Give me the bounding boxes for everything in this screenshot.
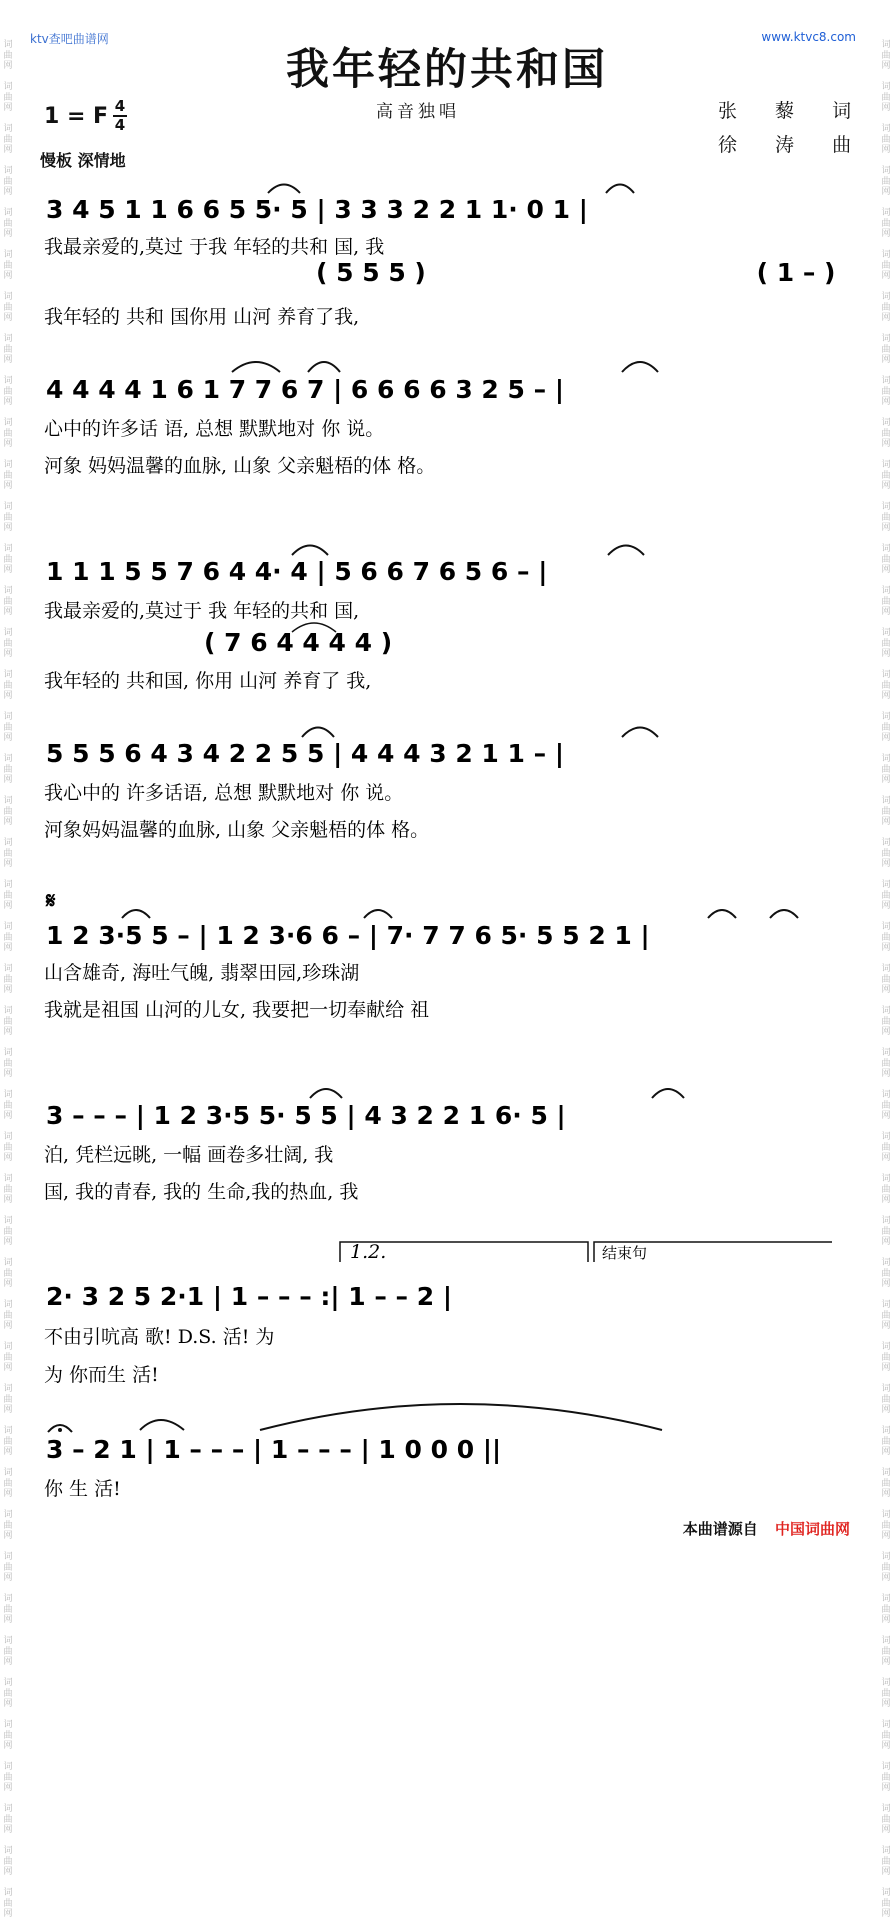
tie-5a [122,910,150,918]
tie-8a [140,1420,184,1430]
notes-line-4: 5 5 5 6 4 3 4 2 2 5 5 | 4 4 4 3 2 1 1 – | [46,739,564,768]
song-title: 我年轻的共和国 [286,45,608,95]
system-3 [44,546,644,693]
lyrics-2a: 心中的许多话 语, 总想 默默地对 你 说。 [44,418,385,440]
song-subtitle: 高音独唱 [376,102,460,122]
system-4 [44,728,658,842]
footer-source [683,1518,850,1539]
notes-line-5: 1 2 3·5 5 – | 1 2 3·6 6 – | 7· 7 7 6 5· 5 5 2 1 | [46,921,650,950]
tie-6a [310,1089,342,1098]
time-signature [112,98,128,134]
lyrics-1b: 我年轻的 共和 国你用 山河 养育了我, [44,306,360,328]
segno-sign: 𝄋 [46,889,56,914]
composer-credit: 徐 涛 曲 [718,134,868,156]
lyrics-2b: 河象 妈妈温馨的血脉, 山象 父亲魁梧的体 格。 [44,455,436,477]
lyrics-4a: 我心中的 许多话语, 总想 默默地对 你 说。 [44,782,404,804]
system-1 [44,185,835,329]
key-signature: 1 = F [44,104,109,129]
fermata-dot [58,1428,62,1432]
watermark-right: 词 曲 网 词 曲 网 词 曲 网 词 曲 网 词 曲 网 词 曲 网 词 曲 网 词 曲 网 词 曲 网 词 曲 网 词 曲 网 词 曲 网 词 曲 网 词 曲 网 词 曲 网 词 曲 网 词 曲 网 词 曲 网 词 曲 网 词 曲 网 词 曲 网 词 曲 网 词 曲 网 词 曲 网 词 曲 网 词 曲 网 词 曲 网 词 曲 网 词 曲 网 词 曲 网 词 曲 网 词 曲 网 词 曲 网 词 曲 网 词 曲 网 词 曲 网 词 曲 网 词 曲 网 词 曲 网 词 曲 网 词 曲 网 词 曲 网 词 曲 网 词 曲 网 词 曲 网 [881,40,891,1919]
tempo-marking: 慢板 深情地 [40,151,126,170]
lyrics-1a: 我最亲爱的,莫过 于我 年轻的共和 国, 我 [44,236,385,258]
footer-source-site[interactable]: 中国词曲网 [774,1520,850,1538]
notes-line-8: 3 – 2 1 | 1 – – – | 1 – – – | 1 0 0 0 || [46,1435,502,1464]
tie-5b [364,910,392,918]
lyrics-4b: 河象妈妈温馨的血脉, 山象 父亲魁梧的体 格。 [44,819,430,841]
notes-line-1: 3 4 5 1 1 6 6 5 5· 5 | 3 3 3 2 2 1 1· 0 1 | [46,195,588,224]
tie-3a [292,546,328,556]
lyrics-7b: 为 你而生 活! [44,1364,159,1386]
echo-1: ( 5 5 5 ) ( 1 – ) [316,258,836,287]
system-6 [44,1089,684,1203]
volta-2-label: 结束句 [602,1244,648,1262]
system-5 [44,889,798,1021]
system-2 [44,362,658,477]
lyrics-5b: 我就是祖国 山河的儿女, 我要把一切奉献给 祖 [44,999,430,1021]
tie-2b [308,362,340,372]
notes-line-2: 4 4 4 4 1 6 1 7 7 6 7 | 6 6 6 6 3 2 5 – | [46,375,564,404]
tie-6b [652,1089,684,1098]
tie-3b [608,546,644,556]
tie-2a [232,362,280,372]
footer-source-label: 本曲谱源自 [682,1520,758,1538]
system-8 [44,1404,662,1500]
notes-line-6: 3 – – – | 1 2 3·5 5· 5 5 | 4 3 2 2 1 6· 5 | [46,1101,566,1130]
volta-2-bracket [594,1242,832,1262]
notes-line-3: 1 1 1 5 5 7 6 4 4· 4 | 5 6 6 7 6 5 6 – | [46,557,548,586]
lyricist-credit: 张 藜 词 [718,100,868,122]
lyrics-3a: 我最亲爱的,莫过于 我 年轻的共和 国, [44,600,360,622]
lyrics-3b: 我年轻的 共和国, 你用 山河 养育了 我, [44,670,372,692]
site-label-left[interactable]: ktv查吧曲谱网 [30,32,109,46]
tie-5d [770,910,798,918]
notes-line-7: 2· 3 2 5 2·1 | 1 – – – :| 1 – – 2 | [46,1282,452,1311]
tie-8-long [260,1404,662,1430]
tie-5c [708,910,736,918]
time-bottom: 4 [114,116,126,134]
tie-1a [268,185,300,194]
lyrics-5a: 山含雄奇, 海吐气魄, 翡翠田园,珍珠湖 [44,962,360,984]
volta-1-label: 1.2. [350,1241,387,1263]
lyrics-6b: 国, 我的青春, 我的 生命,我的热血, 我 [44,1181,359,1203]
tie-4b [622,728,658,738]
site-url-right[interactable]: www.ktvc8.com [761,30,856,44]
tie-1b [606,185,634,194]
system-7 [44,1241,832,1386]
lyrics-7a: 不由引吭高 歌! D.S. 活! 为 [44,1326,275,1348]
lyrics-8a: 你 生 活! [44,1478,121,1500]
tie-4a [302,728,334,738]
lyrics-6a: 泊, 凭栏远眺, 一幅 画卷多壮阔, 我 [44,1144,334,1166]
echo-3: ( 7 6 4 4 4 4 ) [204,628,393,657]
time-top: 4 [114,97,126,115]
fermata-arc [48,1425,72,1432]
tie-2c [622,362,658,372]
tie-3c [292,623,336,632]
volta-1-bracket [340,1242,588,1262]
watermark-left: 词 曲 网 词 曲 网 词 曲 网 词 曲 网 词 曲 网 词 曲 网 词 曲 网 词 曲 网 词 曲 网 词 曲 网 词 曲 网 词 曲 网 词 曲 网 词 曲 网 词 曲 网 词 曲 网 词 曲 网 词 曲 网 词 曲 网 词 曲 网 词 曲 网 词 曲 网 词 曲 网 词 曲 网 词 曲 网 词 曲 网 词 曲 网 词 曲 网 词 曲 网 词 曲 网 词 曲 网 词 曲 网 词 曲 网 词 曲 网 词 曲 网 词 曲 网 词 曲 网 词 曲 网 词 曲 网 词 曲 网 词 曲 网 词 曲 网 词 曲 网 词 曲 网 词 曲 网 [3,40,13,1919]
